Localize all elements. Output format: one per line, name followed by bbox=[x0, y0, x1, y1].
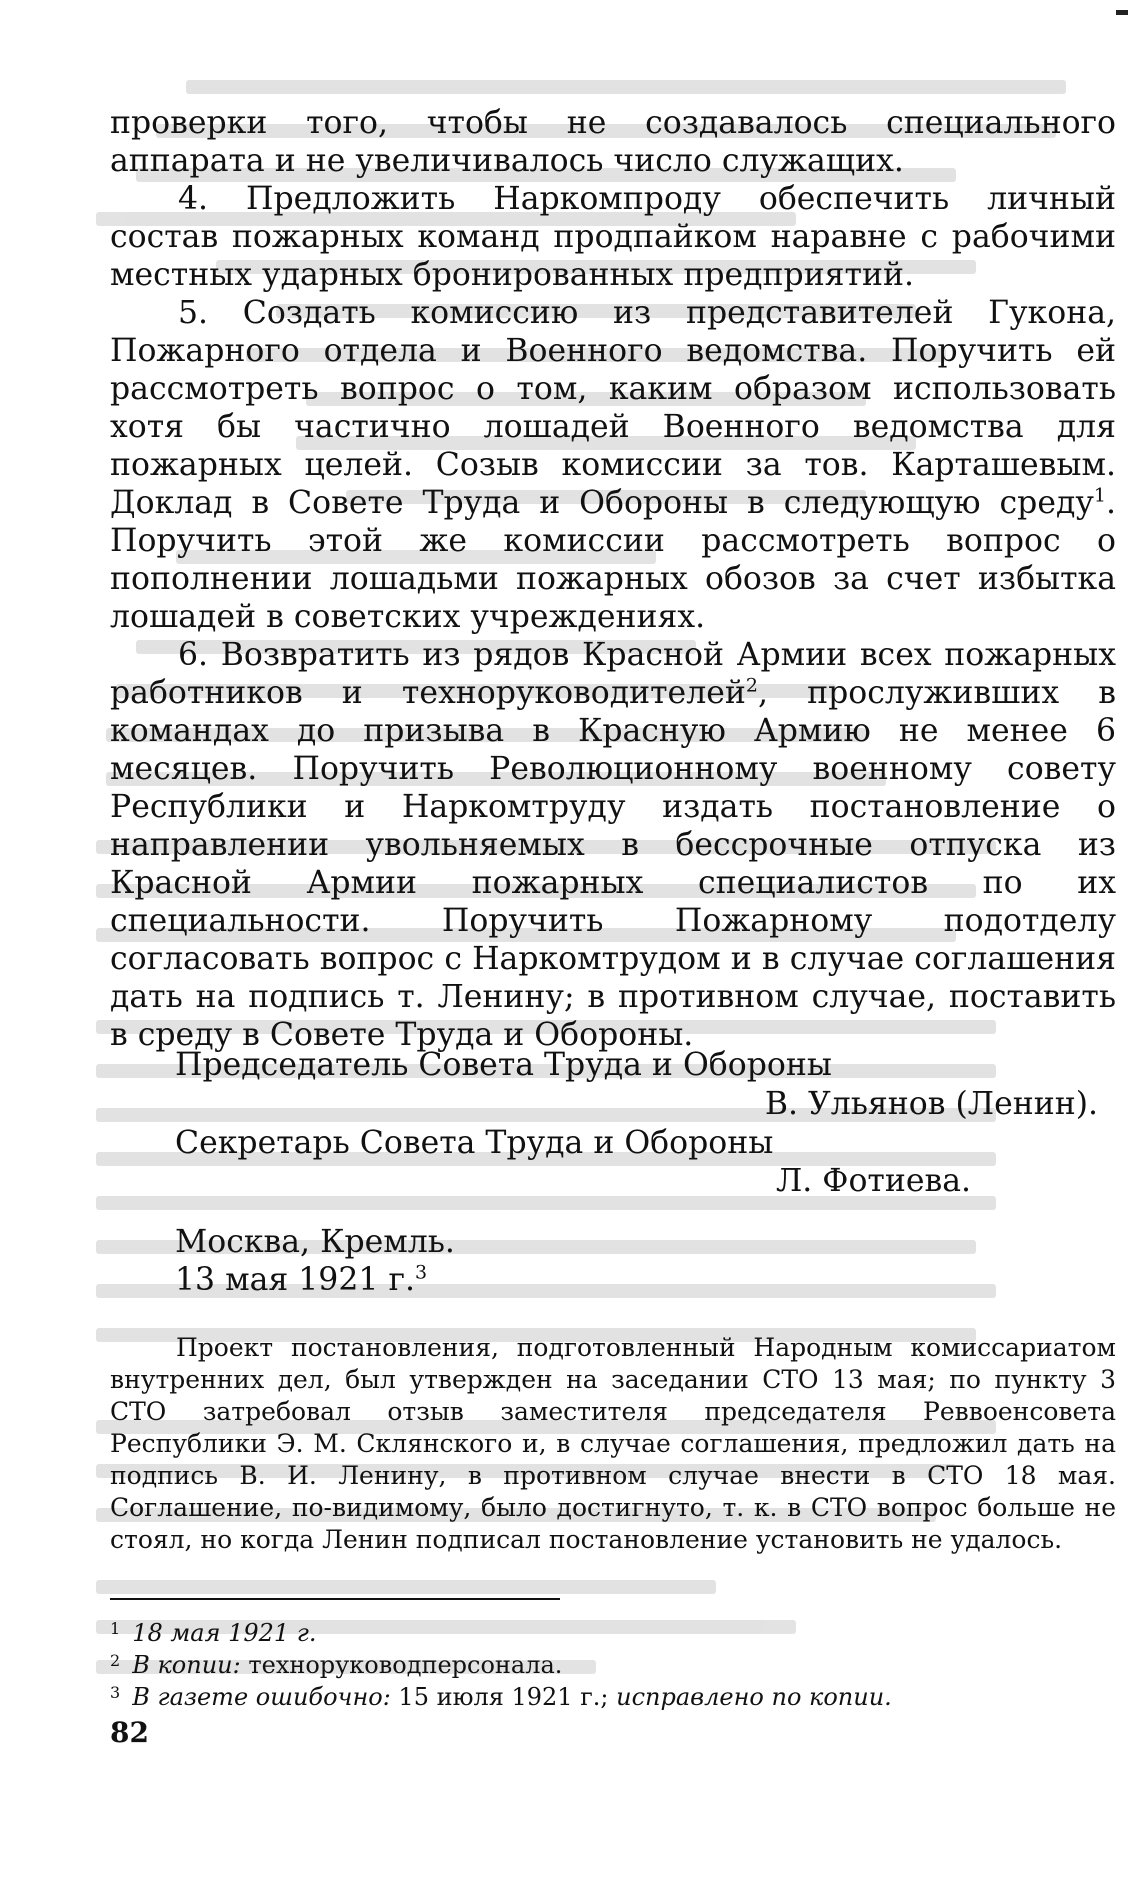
decree-body bbox=[110, 104, 1116, 1054]
footnote-text: техноруководперсонала. bbox=[240, 1651, 563, 1679]
paragraph-5-text-a: 5. Создать комиссию из представителей Гукона, Пожарного отдела и Военного ведомства. Поручить ей рассмотреть вопрос о том, каким образом использовать хотя бы частично лошадей Военного ведомства для пожарных целей. Созыв комиссии за тов. Карташевым. Доклад в Совете Труда и Обороны в следующую среду bbox=[110, 295, 1116, 521]
footnote-text: 15 июля 1921 г.; bbox=[390, 1683, 617, 1711]
footnote-ref-2: 2 bbox=[745, 674, 758, 697]
paragraph-5 bbox=[110, 294, 1116, 636]
editorial-note: Проект постановления, подготовленный Народным комиссариатом внутренних дел, был утвержден на заседании СТО 13 мая; по пункту 3 СТО затребовал отзыв заместителя председателя Реввоенсовета Республики Э. М. Склянского и, в случае соглашения, предложил дать на подпись В. И. Ленину, в противном случае внести в СТО 18 мая. Соглашение, по-видимому, было достигнуто, т. к. в СТО вопрос больше не стоял, но когда Ленин подписал постановление установить не удалось. bbox=[110, 1333, 1116, 1554]
secretary-name: Л. Фотиева. bbox=[776, 1163, 972, 1199]
footnote-italic: 18 мая 1921 г. bbox=[132, 1619, 317, 1647]
footnote-1 bbox=[110, 1614, 317, 1648]
footnote-number: 1 bbox=[110, 1619, 121, 1638]
paragraph-4: 4. Предложить Наркомпроду обеспечить личный состав пожарных команд продпайком наравне с рабочими местных ударных бронированных предприятий. bbox=[110, 181, 1116, 293]
secretary-title: Секретарь Совета Труда и Обороны bbox=[175, 1125, 774, 1161]
footnote-ref-1: 1 bbox=[1093, 484, 1106, 507]
footnote-divider bbox=[110, 1598, 560, 1600]
paragraph-6-text-b: , прослуживших в командах до призыва в Красную Армию не менее 6 месяцев. Поручить Революционному военному совету Республики и Наркомтруду издать постановление о направлении увольняемых в бессрочные отпуска из Красной Армии пожарных специалистов по их специальности. Поручить Пожарному подотделу согласовать вопрос с Наркомтрудом и в случае соглашения дать на подпись т. Ленину; в противном случае, поставить в среду в Совете Труда и Обороны. bbox=[110, 675, 1116, 1053]
footnote-ref-3: 3 bbox=[414, 1261, 428, 1284]
corner-mark bbox=[1116, 10, 1128, 15]
paragraph-intro: проверки того, чтобы не создавалось специального аппарата и не увеличивалось число служащих. bbox=[110, 105, 1116, 179]
paragraph-6 bbox=[110, 636, 1116, 1054]
date-text: 13 мая 1921 г. bbox=[175, 1262, 415, 1298]
footnote-number: 2 bbox=[110, 1651, 121, 1670]
chair-name: В. Ульянов (Ленин). bbox=[764, 1086, 1098, 1122]
paragraph-6-text-a: 6. Возвратить из рядов Красной Армии всех пожарных работников и техноруководителей bbox=[110, 637, 1116, 711]
footnote-italic-2: исправлено по копии. bbox=[616, 1683, 892, 1711]
footnote-3 bbox=[110, 1678, 892, 1712]
page-number: 82 bbox=[110, 1716, 149, 1749]
place: Москва, Кремль. bbox=[175, 1224, 455, 1260]
footnote-2 bbox=[110, 1646, 562, 1680]
footnote-number: 3 bbox=[110, 1683, 121, 1702]
date bbox=[175, 1261, 427, 1299]
chair-title: Председатель Совета Труда и Обороны bbox=[175, 1047, 832, 1083]
footnote-italic: В копии: bbox=[132, 1651, 241, 1679]
paragraph-5-text-b: . Поручить этой же комиссии рассмотреть вопрос о пополнении лошадьми пожарных обозов за счет избытка лошадей в советских учреждениях. bbox=[110, 485, 1116, 635]
footnote-italic: В газете ошибочно: bbox=[132, 1683, 391, 1711]
